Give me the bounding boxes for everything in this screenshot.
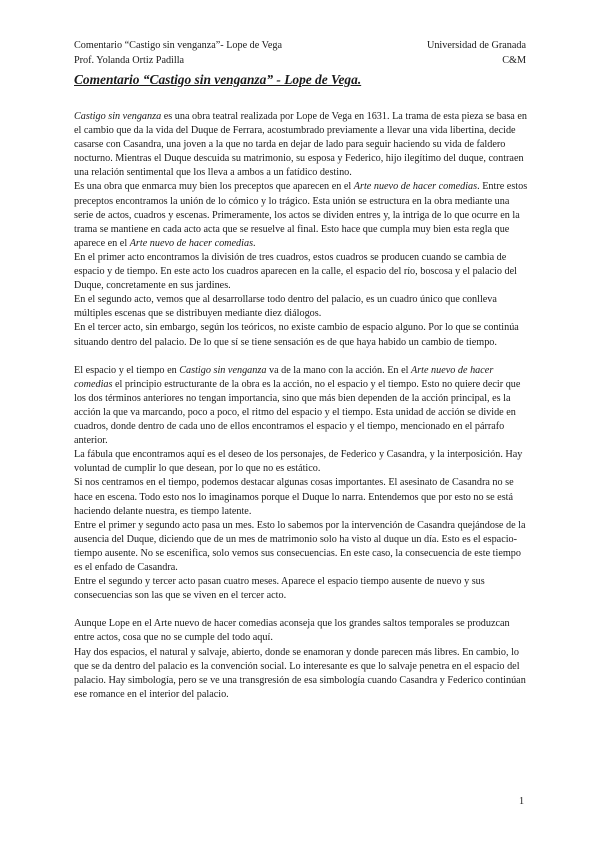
paragraph: En el segundo acto, vemos que al desarrollarse todo dentro del palacio, es un cuadro único que conlleva múltiples escenas que se distribuyen mediante diez diálogos. xyxy=(74,294,497,320)
paragraph xyxy=(74,110,530,180)
paragraph: En el tercer acto, sin embargo, según los teóricos, no existe cambio de espacio alguno. Por lo que se continúa situando dentro del palacio. De lo que sí se tiene sensación es de que haya habido un cambio de tiempo. xyxy=(74,322,519,348)
work-title: Castigo sin venganza xyxy=(179,364,267,376)
header-code: C&M xyxy=(502,54,526,66)
paragraph-text: Es una obra que enmarca muy bien los preceptos que aparecen en el xyxy=(74,181,354,193)
paragraph: Si nos centramos en el tiempo, podemos destacar algunas cosas importantes. El asesinato de Casandra no se hace en escena. Todo esto nos lo imaginamos porque el Duque lo narra. Entendemos que por esto no se está haciendo delante nuestra, es tiempo latente. xyxy=(74,477,514,517)
paragraph-text: . Entre estos preceptos encontramos la unión de lo cómico y lo trágico. Esta unión se estructura en la obra mediante una serie de actos, cuadros y escenas. Primeramente, los actos se dividen entres y, la intriga de lo que ocurre en la trama se mantiene en cada acto acta que se resuelve al final. Esto hace que cumpla muy bien esta regla que aparece en el xyxy=(74,181,528,249)
header-row-2 xyxy=(74,54,526,69)
paragraph-text: El espacio y el tiempo en xyxy=(74,364,180,376)
document-title: Comentario “Castigo sin venganza” - Lope de Vega. xyxy=(74,72,362,87)
header-course-title: Comentario “Castigo sin venganza”- Lope de Vega xyxy=(74,40,283,51)
work-title: Arte nuevo de hacer comedias xyxy=(353,181,478,193)
paragraph-text: va de la mano con la acción. En el xyxy=(266,364,411,376)
work-title: Arte nuevo de hacer comedias xyxy=(74,364,494,390)
paragraph: Entre el segundo y tercer acto pasan cuatro meses. Aparece el espacio tiempo ausente de nuevo y sus consecuencias son las que se viven en el tercer acto. xyxy=(74,576,485,602)
paragraph: Hay dos espacios, el natural y salvaje, abierto, donde se enamoran y donde parecen más libres. En cambio, lo que se da dentro del palacio es la convención social. Lo interesante es que lo salvaje penetra en el espacio del palacio. Hay simbología, pero se ve una transgresión de esa simbología cuando Casandra y Federico continúan ese romance en el interior del palacio. xyxy=(74,646,526,700)
paragraph: En el primer acto encontramos la división de tres cuadros, estos cuadros se producen cuando se cambia de espacio y de tiempo. En este acto los cuadros aparecen en la calle, el espacio del río, boscosa y el palacio del Duque, concretamente en sus jardines. xyxy=(74,251,517,292)
paragraph: Aunque Lope en el Arte nuevo de hacer comedias aconseja que los grandes saltos temporales se produzcan entre actos, cosa que no se cumple del todo aquí. xyxy=(74,618,510,644)
document-body xyxy=(74,110,530,702)
header-university: Universidad de Granada xyxy=(426,40,526,51)
page-number: 1 xyxy=(519,796,525,807)
paragraph-text: . xyxy=(253,237,256,249)
paragraph-gap xyxy=(74,350,530,364)
paragraph: La fábula que encontramos aquí es el deseo de los personajes, de Federico y Casandra, y la interposición. Hay voluntad de cumplir lo que desean, por lo que no es estático. xyxy=(74,449,523,475)
work-title: Arte nuevo de hacer comedias xyxy=(129,237,254,249)
header-row-1 xyxy=(74,39,526,54)
work-title: Castigo sin venganza xyxy=(74,111,162,122)
paragraph: Entre el primer y segundo acto pasa un mes. Esto lo sabemos por la intervención de Casandra quejándose de la ausencia del Duque, diciendo que de un mes de matrimonio solo ha visto al duque un día. Esto es el espacio-tiempo ausente. No se escenifica, solo vemos sus consecuencias. En este caso, la consecuencia de este tiempo es el enfado de Casandra. xyxy=(74,519,526,573)
paragraph-text: el principio estructurante de la obra es la acción, no el espacio y el tiempo. Esto no quiere decir que los dos términos anteriores no tengan importancia, sino que más bien dependen de la acción principal, es la acción la que va marcando, poco a poco, el ritmo del espacio y el tiempo. Esta unidad de acción se divide en cuadros, donde dentro de cada uno de ellos encontramos el espacio y el tiempo, mencionado en el párrafo anterior. xyxy=(74,378,521,447)
header-professor: Prof. Yolanda Ortiz Padilla xyxy=(74,54,185,66)
paragraph-text: es una obra teatral realizada por Lope de Vega en 1631. La trama de esta pieza se basa en el cambio que da la vida del Duque de Ferrara, acostumbrado previamente a llevar una vida libertina, decide casarse con Casandra, una joven a la que no tarda en dejar de lado para seguir haciendo su vida de faldero nocturno. Mientras el Duque descuida su matrimonio, su esposa y Federico, hijo ilegítimo del duque, contraen una relación sentimental que los lleva a ambos a un fatídico destino. xyxy=(74,111,527,179)
paragraph-gap xyxy=(74,603,530,617)
page-header xyxy=(74,39,526,68)
paragraph xyxy=(74,364,530,449)
paragraph xyxy=(74,180,530,250)
